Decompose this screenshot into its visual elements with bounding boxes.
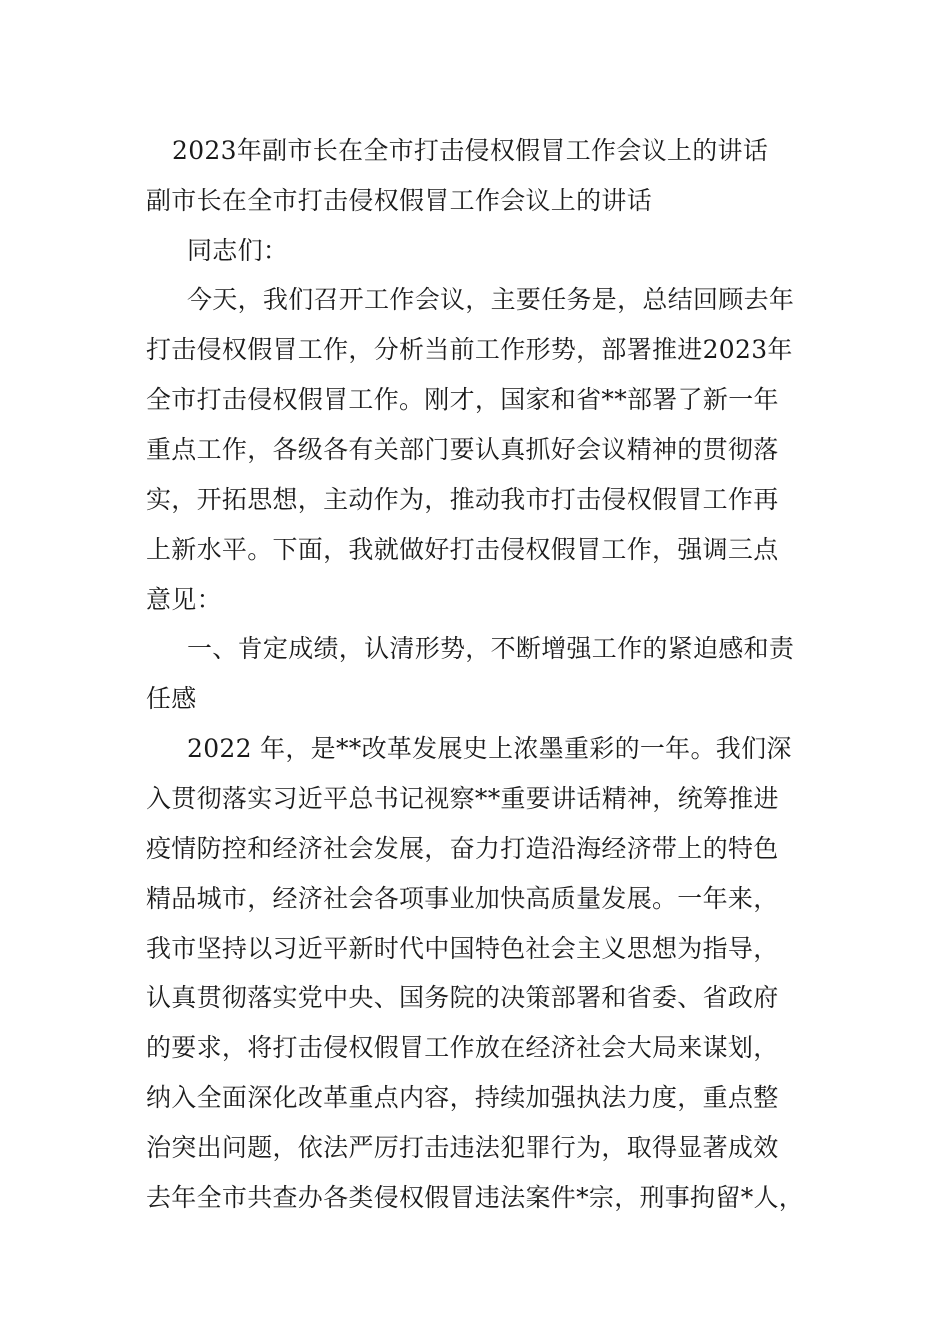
paragraph-line: 精品城市，经济社会各项事业加快高质量发展。一年来， [146, 884, 779, 913]
paragraph-line: 打击侵权假冒工作，分析当前工作形势，部署推进2023年 [146, 335, 793, 364]
section-heading: 任感 [146, 684, 197, 713]
paragraph-line: 全市打击侵权假冒工作。刚才，国家和省**部署了新一年 [146, 385, 779, 414]
paragraph-line: 重点工作，各级各有关部门要认真抓好会议精神的贯彻落 [146, 435, 779, 464]
paragraph-line: 入贯彻落实习近平总书记视察**重要讲话精神，统筹推进 [146, 784, 779, 813]
paragraph-line: 2022 年，是**改革发展史上浓墨重彩的一年。我们深 [187, 734, 792, 763]
salutation: 同志们： [187, 236, 289, 265]
paragraph-line: 纳入全面深化改革重点内容，持续加强执法力度，重点整 [146, 1083, 779, 1112]
paragraph-line: 疫情防控和经济社会发展，奋力打造沿海经济带上的特色 [146, 834, 779, 863]
paragraph-line: 去年全市共查办各类侵权假冒违法案件*宗，刑事拘留*人， [146, 1183, 805, 1212]
paragraph-line: 治突出问题，依法严厉打击违法犯罪行为，取得显著成效 [146, 1133, 779, 1162]
paragraph-line: 今天，我们召开工作会议，主要任务是，总结回顾去年 [187, 285, 795, 314]
section-heading: 一、肯定成绩，认清形势，不断增强工作的紧迫感和责 [187, 634, 795, 663]
document-subtitle: 副市长在全市打击侵权假冒工作会议上的讲话 [146, 186, 653, 215]
paragraph-line: 实，开拓思想，主动作为，推动我市打击侵权假冒工作再 [146, 485, 779, 514]
document-title: 2023年副市长在全市打击侵权假冒工作会议上的讲话 [172, 136, 769, 165]
paragraph-line: 我市坚持以习近平新时代中国特色社会主义思想为指导， [146, 934, 779, 963]
paragraph-line: 认真贯彻落实党中央、国务院的决策部署和省委、省政府 [146, 983, 779, 1012]
paragraph-line: 上新水平。下面，我就做好打击侵权假冒工作，强调三点 [146, 535, 779, 564]
paragraph-line: 意见： [146, 585, 222, 614]
paragraph-line: 的要求，将打击侵权假冒工作放在经济社会大局来谋划， [146, 1033, 779, 1062]
